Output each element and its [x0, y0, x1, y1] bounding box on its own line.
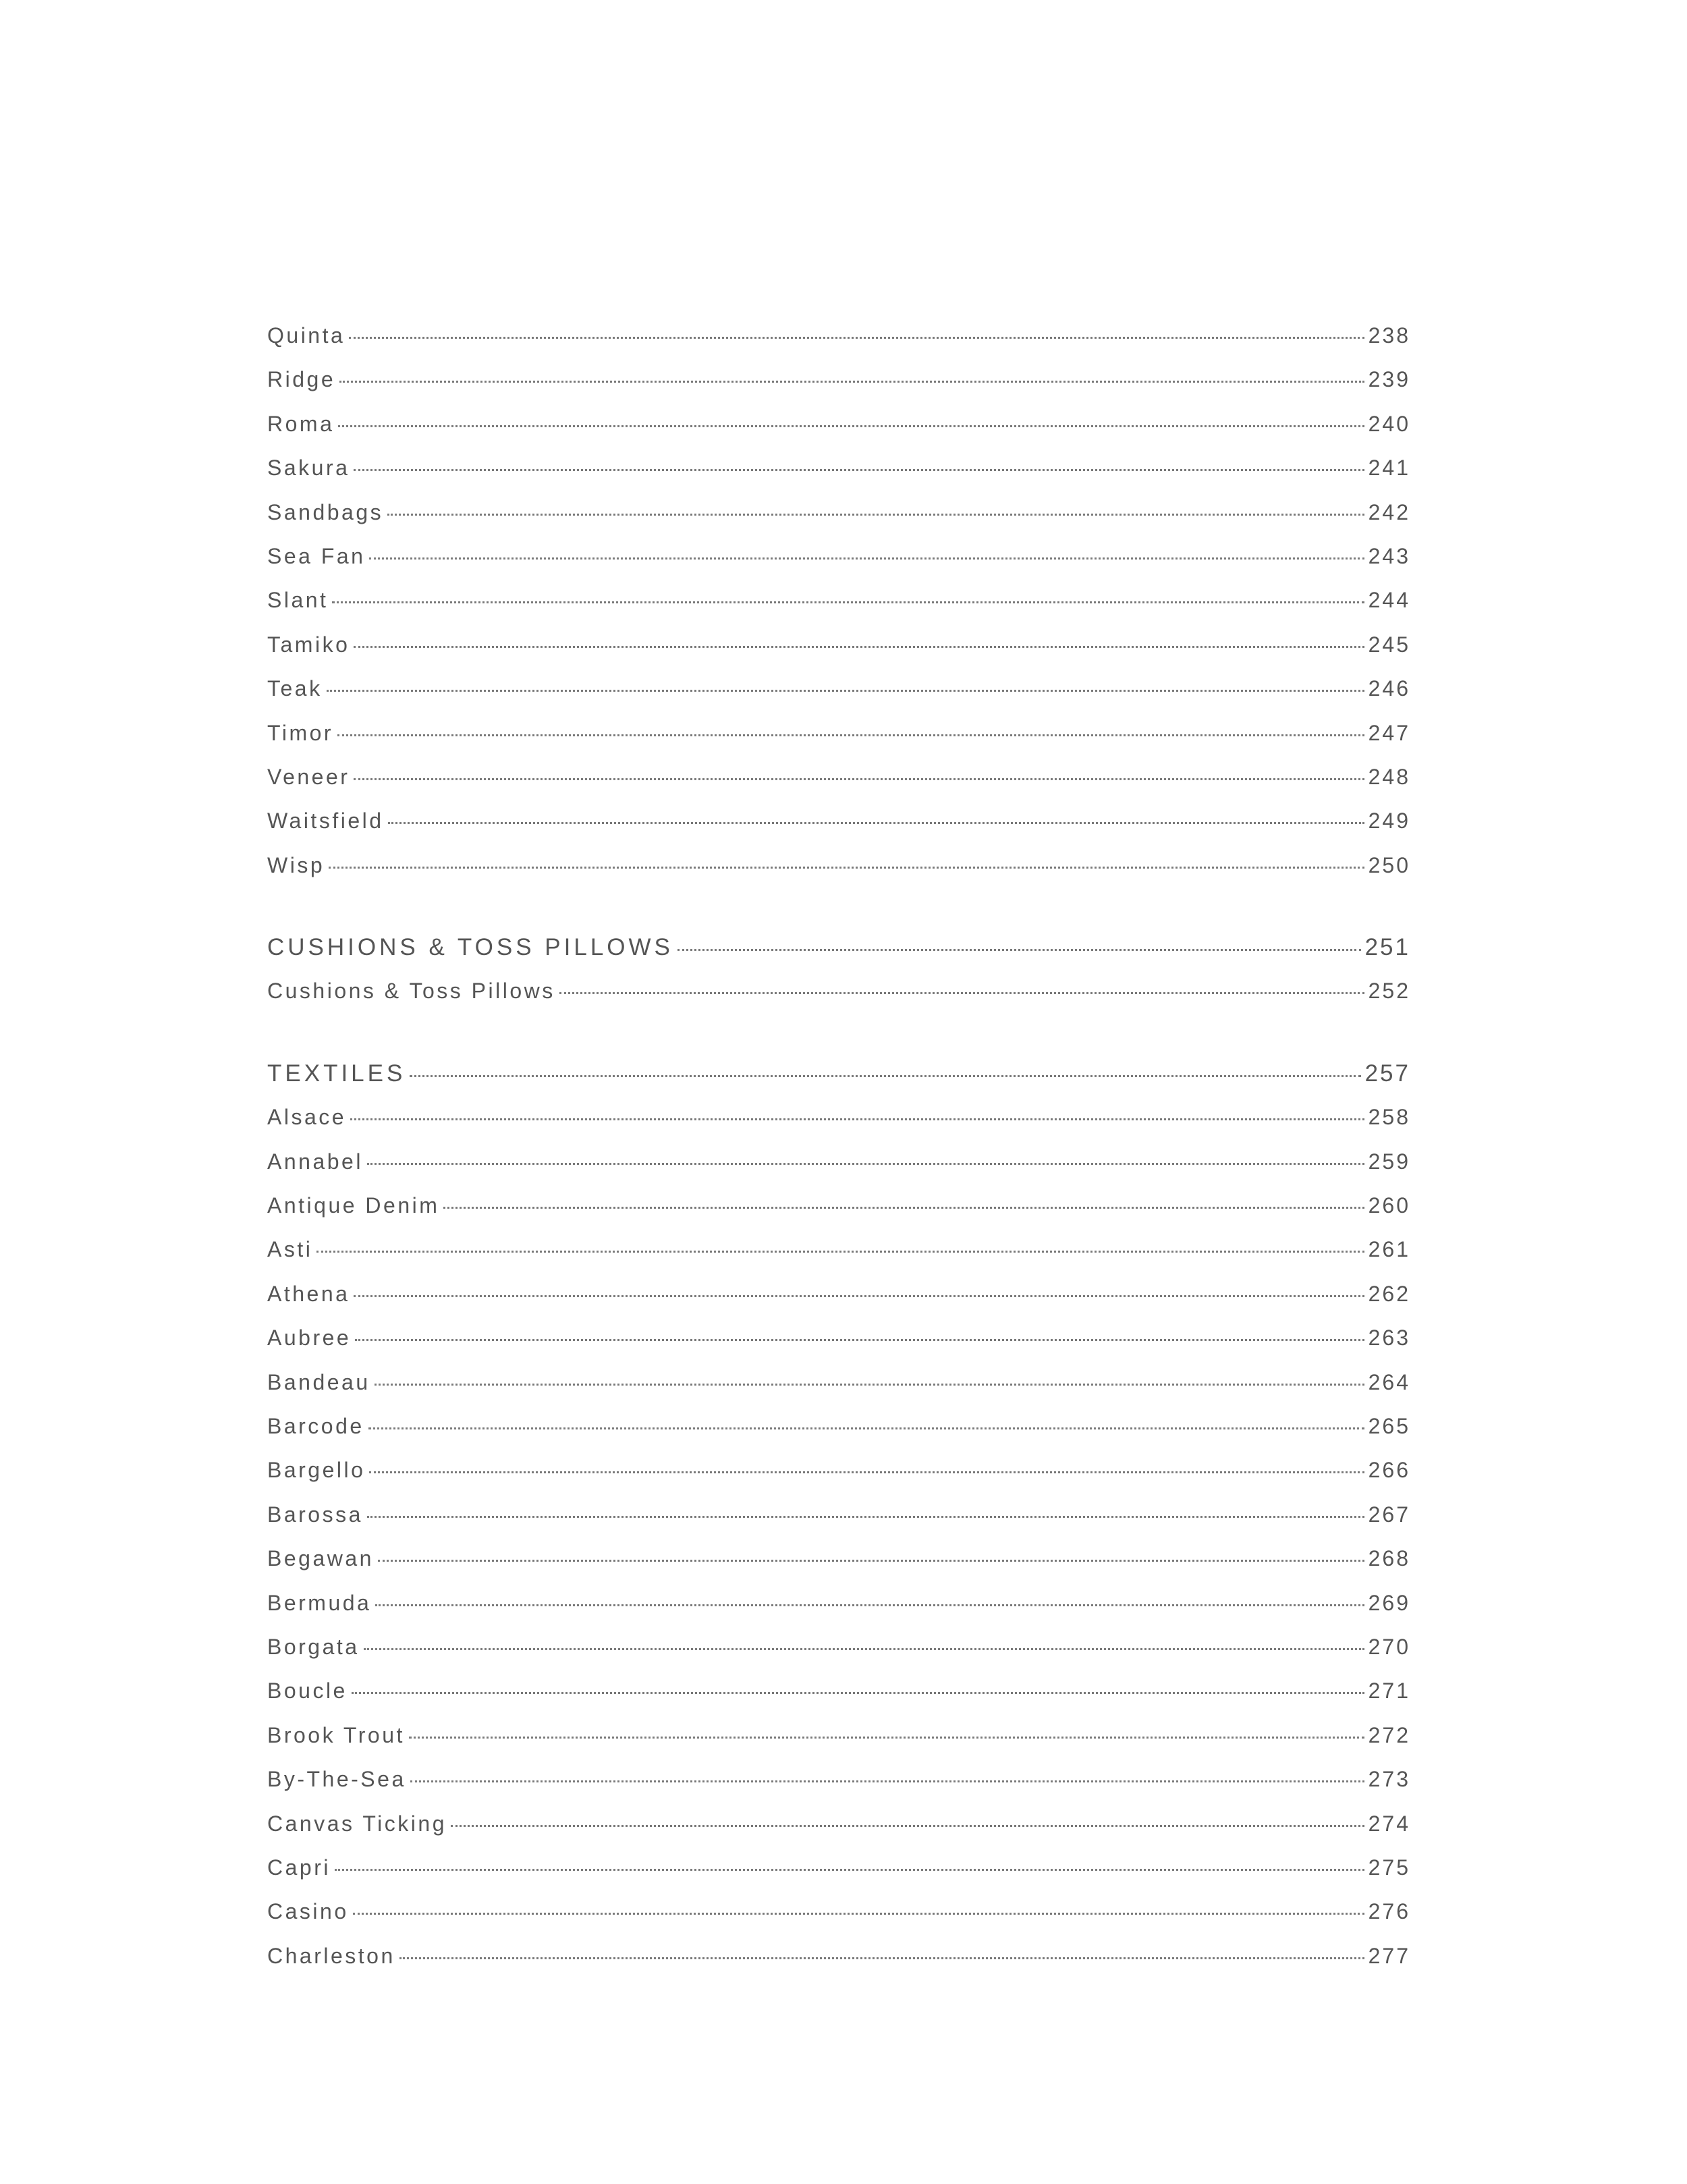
toc-entry[interactable]	[267, 358, 1410, 402]
toc-entry-label: By-The-Sea	[267, 1767, 406, 1792]
page-number: 239	[1368, 367, 1410, 392]
toc-entry[interactable]	[267, 402, 1410, 446]
toc-entry[interactable]	[267, 1228, 1410, 1272]
dot-leader	[335, 1869, 1364, 1871]
page-number: 250	[1368, 852, 1410, 877]
dot-leader	[387, 514, 1364, 516]
toc-entry-label: Ridge	[267, 367, 336, 392]
page-number: 247	[1368, 720, 1410, 745]
toc-entry-label: Casino	[267, 1899, 349, 1924]
toc-entry[interactable]	[267, 1714, 1410, 1757]
page-number: 272	[1368, 1722, 1410, 1747]
dot-leader	[375, 1604, 1364, 1606]
page-number: 262	[1368, 1281, 1410, 1306]
toc-entry-label: Veneer	[267, 764, 350, 789]
toc-entry-label: Begawan	[267, 1546, 374, 1571]
toc-entry[interactable]	[267, 1493, 1410, 1537]
page-number: 238	[1368, 323, 1410, 348]
toc-entry[interactable]	[267, 446, 1410, 490]
page-number: 244	[1368, 588, 1410, 613]
section-heading-label: TEXTILES	[267, 1060, 406, 1087]
toc-entry[interactable]	[267, 1272, 1410, 1316]
page-number: 252	[1368, 979, 1410, 1004]
toc-entry-label: Quinta	[267, 323, 345, 348]
toc-entry-label: Bargello	[267, 1458, 366, 1483]
page-number: 260	[1368, 1193, 1410, 1218]
dot-leader	[353, 1913, 1364, 1915]
toc-entry-label: Annabel	[267, 1149, 363, 1174]
toc-entry[interactable]	[267, 1361, 1410, 1404]
toc-entry-label: Roma	[267, 411, 335, 436]
dot-leader	[367, 1163, 1364, 1165]
table-of-contents	[267, 314, 1410, 1978]
toc-entry-label: Teak	[267, 676, 323, 701]
page-number: 270	[1368, 1634, 1410, 1659]
toc-entry[interactable]	[267, 535, 1410, 578]
toc-entry[interactable]	[267, 623, 1410, 667]
dot-leader	[410, 1780, 1364, 1782]
dot-leader	[399, 1957, 1364, 1959]
page-number: 251	[1364, 934, 1410, 961]
page-number: 248	[1368, 764, 1410, 789]
toc-entry[interactable]	[267, 1669, 1410, 1713]
dot-leader	[369, 557, 1364, 559]
page-number: 263	[1368, 1326, 1410, 1350]
toc-entry[interactable]	[267, 1404, 1410, 1448]
page-number: 243	[1368, 543, 1410, 568]
dot-leader	[409, 1737, 1364, 1739]
toc-entry[interactable]	[267, 1757, 1410, 1801]
dot-leader	[338, 425, 1364, 427]
toc-entry-label: Wisp	[267, 852, 325, 877]
page-number: 261	[1368, 1237, 1410, 1262]
page-number: 274	[1368, 1811, 1410, 1836]
page-number: 258	[1368, 1105, 1410, 1130]
toc-entry-label: Charleston	[267, 1943, 395, 1968]
toc-section	[267, 925, 1410, 1014]
toc-entry-label: Alsace	[267, 1105, 347, 1130]
toc-entry[interactable]	[267, 1581, 1410, 1625]
dot-leader	[355, 1339, 1364, 1341]
toc-entry-label: Slant	[267, 588, 329, 613]
dot-leader	[332, 601, 1364, 603]
dot-leader	[369, 1471, 1364, 1473]
toc-entry-label: Antique Denim	[267, 1193, 440, 1218]
toc-entry-label: Barossa	[267, 1502, 363, 1527]
dot-leader	[364, 1648, 1364, 1650]
toc-entry-label: Boucle	[267, 1678, 348, 1703]
dot-leader	[677, 949, 1361, 951]
toc-entry[interactable]	[267, 667, 1410, 711]
section-heading[interactable]	[267, 1052, 1410, 1095]
dot-leader	[378, 1560, 1364, 1562]
page-number: 245	[1368, 632, 1410, 657]
toc-entry[interactable]	[267, 578, 1410, 622]
page-number: 277	[1368, 1943, 1410, 1968]
dot-leader	[349, 337, 1364, 339]
toc-entry-label: Sandbags	[267, 499, 384, 524]
toc-entry[interactable]	[267, 1537, 1410, 1581]
page-number: 269	[1368, 1590, 1410, 1615]
dot-leader	[329, 867, 1364, 869]
dot-leader	[410, 1075, 1360, 1077]
toc-entry[interactable]	[267, 1140, 1410, 1184]
toc-entry-label: Sakura	[267, 456, 350, 481]
dot-leader	[388, 822, 1364, 824]
toc-entry-label: Athena	[267, 1281, 350, 1306]
toc-entry-label: Asti	[267, 1237, 313, 1262]
dot-leader	[354, 1295, 1364, 1297]
toc-entry-label: Brook Trout	[267, 1722, 405, 1747]
toc-entry-label: Bandeau	[267, 1369, 370, 1394]
page-number: 264	[1368, 1369, 1410, 1394]
toc-section	[267, 314, 1410, 888]
toc-entry-label: Canvas Ticking	[267, 1811, 447, 1836]
toc-entry-label: Sea Fan	[267, 543, 366, 568]
page-number: 249	[1368, 809, 1410, 834]
toc-entry-label: Barcode	[267, 1413, 364, 1438]
dot-leader	[443, 1207, 1364, 1209]
toc-section	[267, 1052, 1410, 1978]
toc-entry[interactable]	[267, 1095, 1410, 1139]
toc-entry-label: Cushions & Toss Pillows	[267, 979, 555, 1004]
dot-leader	[339, 381, 1364, 383]
page-number: 271	[1368, 1678, 1410, 1703]
toc-entry[interactable]	[267, 1890, 1410, 1934]
dot-leader	[350, 1118, 1364, 1120]
page-number: 275	[1368, 1855, 1410, 1880]
dot-leader	[368, 1427, 1364, 1429]
toc-entry-label: Borgata	[267, 1634, 360, 1659]
toc-entry[interactable]	[267, 314, 1410, 358]
page-number: 266	[1368, 1458, 1410, 1483]
toc-entry[interactable]	[267, 711, 1410, 755]
page-number: 265	[1368, 1413, 1410, 1438]
toc-entry[interactable]	[267, 1625, 1410, 1669]
toc-entry[interactable]	[267, 491, 1410, 535]
section-heading-label: CUSHIONS & TOSS PILLOWS	[267, 934, 673, 961]
toc-entry-label: Aubree	[267, 1326, 352, 1350]
toc-entry-label: Capri	[267, 1855, 331, 1880]
dot-leader	[559, 992, 1364, 994]
toc-entry[interactable]	[267, 799, 1410, 843]
dot-leader	[316, 1251, 1364, 1253]
page-number: 246	[1368, 676, 1410, 701]
dot-leader	[375, 1384, 1364, 1386]
page-number: 241	[1368, 456, 1410, 481]
dot-leader	[337, 734, 1364, 736]
dot-leader	[354, 778, 1364, 780]
dot-leader	[327, 690, 1364, 692]
page-number: 259	[1368, 1149, 1410, 1174]
page-number: 267	[1368, 1502, 1410, 1527]
dot-leader	[354, 469, 1364, 471]
toc-entry[interactable]	[267, 1802, 1410, 1846]
dot-leader	[367, 1516, 1364, 1518]
toc-entry-label: Bermuda	[267, 1590, 372, 1615]
toc-entry[interactable]	[267, 1934, 1410, 1978]
page-number: 240	[1368, 411, 1410, 436]
toc-entry[interactable]	[267, 969, 1410, 1013]
toc-entry[interactable]	[267, 1316, 1410, 1360]
toc-entry[interactable]	[267, 1846, 1410, 1890]
toc-entry-label: Timor	[267, 720, 334, 745]
dot-leader	[451, 1825, 1364, 1827]
toc-entry[interactable]	[267, 755, 1410, 799]
dot-leader	[352, 1692, 1364, 1694]
toc-entry-label: Waitsfield	[267, 809, 384, 834]
page-number: 242	[1368, 499, 1410, 524]
page-number: 268	[1368, 1546, 1410, 1571]
page-number: 276	[1368, 1899, 1410, 1924]
toc-entry-label: Tamiko	[267, 632, 350, 657]
toc-entry[interactable]	[267, 844, 1410, 888]
section-heading[interactable]	[267, 925, 1410, 969]
page-number: 273	[1368, 1767, 1410, 1792]
page-number: 257	[1364, 1060, 1410, 1087]
toc-entry[interactable]	[267, 1184, 1410, 1228]
dot-leader	[354, 646, 1364, 648]
toc-entry[interactable]	[267, 1448, 1410, 1492]
